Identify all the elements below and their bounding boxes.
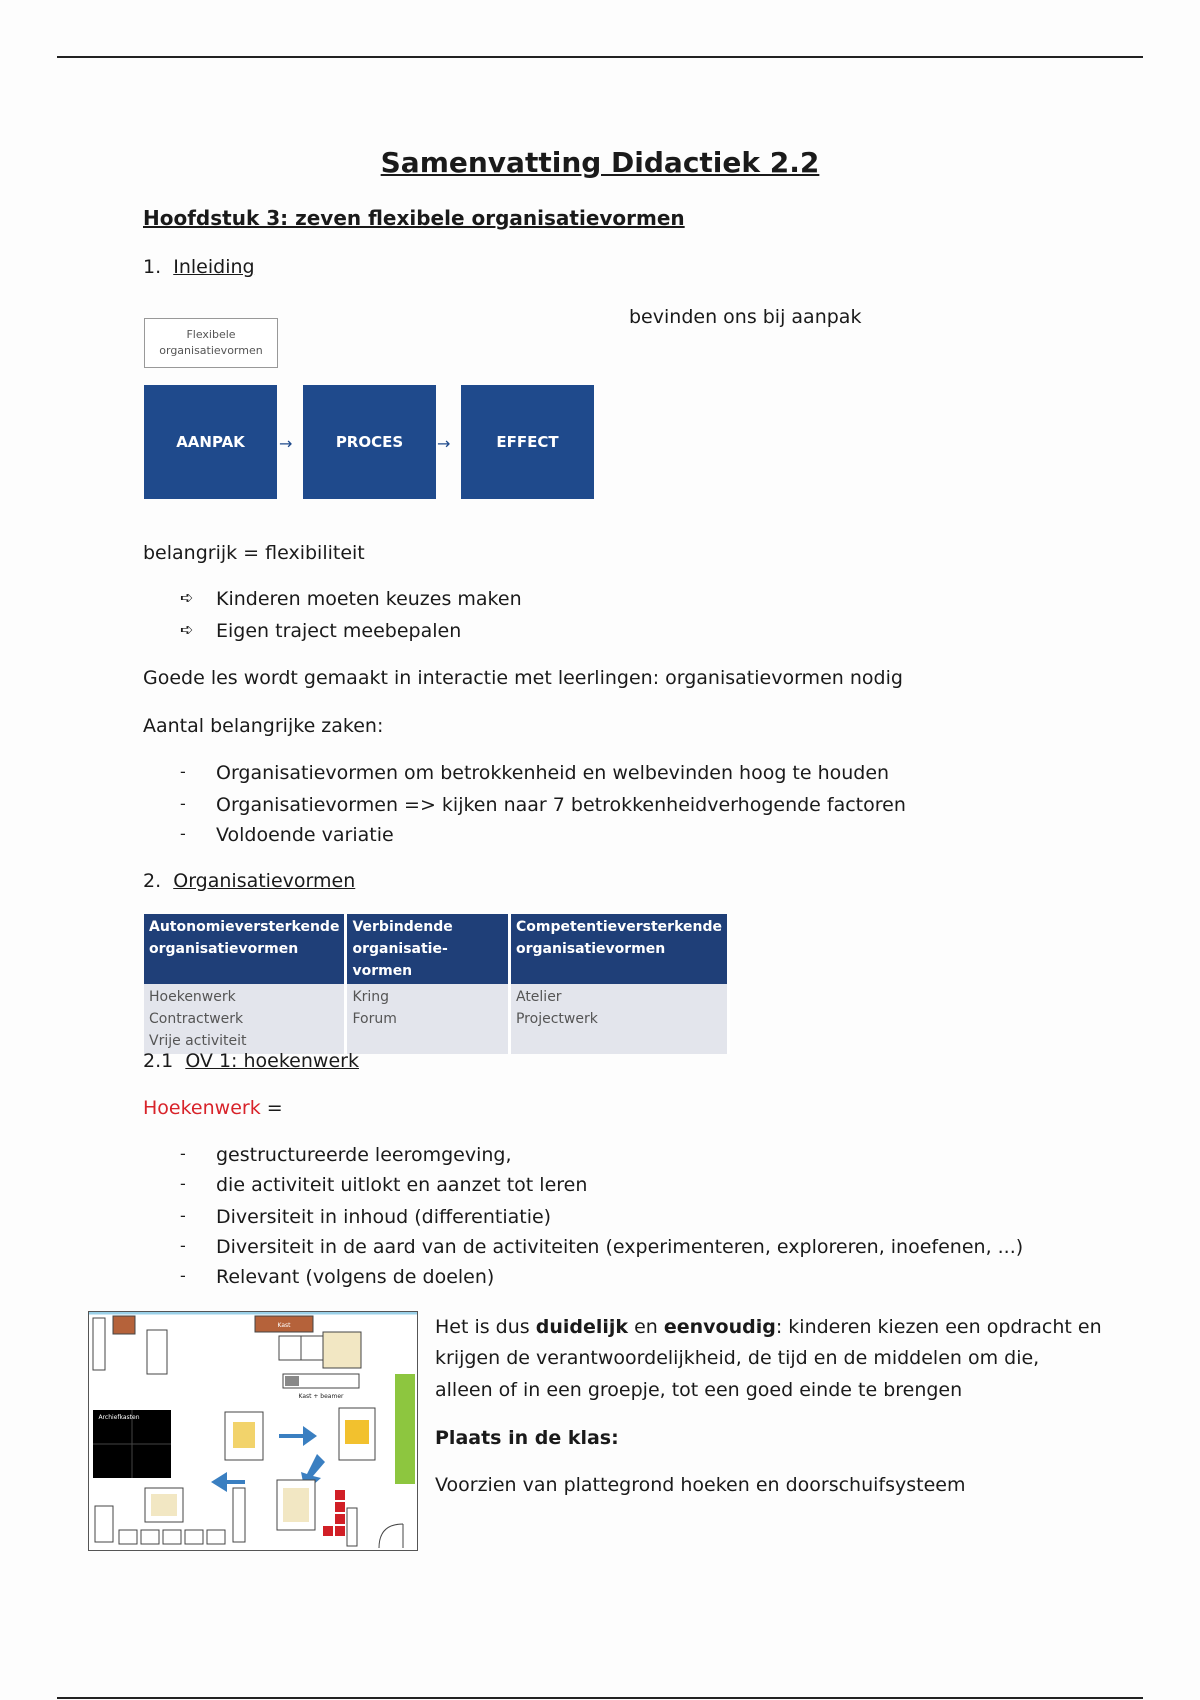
arrow-icon: → xyxy=(279,434,293,453)
dash-bullet: - xyxy=(180,1206,186,1225)
table-header-cell: Verbindende organisatie- vormen xyxy=(346,914,510,984)
list-item: Diversiteit in inhoud (differentiatie) xyxy=(216,1206,552,1228)
diagram-box-proces: PROCES xyxy=(303,385,436,499)
section-1-heading: 1. Inleiding xyxy=(143,256,255,278)
classroom-floorplan xyxy=(88,1311,418,1551)
voorzien-paragraph: Voorzien van plattegrond hoeken en doorschuifsysteem xyxy=(435,1474,966,1496)
dash-bullet: - xyxy=(180,1236,186,1255)
hoekenwerk-explanation-line3: alleen of in een groepje, tot een goed einde te brengen xyxy=(435,1379,963,1401)
hoekenwerk-explanation: Het is dus duidelijk en eenvoudig: kinderen kiezen een opdracht en xyxy=(435,1316,1102,1338)
page-title: Samenvatting Didactiek 2.2 xyxy=(380,146,820,179)
diagram-box-aanpak: AANPAK xyxy=(144,385,277,499)
list-item: die activiteit uitlokt en aanzet tot leren xyxy=(216,1174,588,1196)
paragraph-aantal: Aantal belangrijke zaken: xyxy=(143,715,384,737)
arrow-list-item: Kinderen moeten keuzes maken xyxy=(216,588,522,610)
svg-text:Kast + beamer: Kast + beamer xyxy=(298,1393,344,1400)
footer-rule xyxy=(57,1697,1143,1699)
list-item: Diversiteit in de aard van de activiteiten (experimenteren, exploreren, inoefenen, ...) xyxy=(216,1236,1024,1258)
arrow-bullet-icon: ➪ xyxy=(180,620,194,639)
table-cell: Hoekenwerk Contractwerk Vrije activiteit xyxy=(144,984,346,1054)
dash-bullet: - xyxy=(180,1174,186,1193)
floorplan-drawing xyxy=(89,1312,417,1550)
plaats-heading: Plaats in de klas: xyxy=(435,1427,619,1449)
diagram-box-effect: EFFECT xyxy=(461,385,594,499)
paragraph-goede-les: Goede les wordt gemaakt in interactie met leerlingen: organisatievormen nodig xyxy=(143,667,903,689)
svg-text:Kast: Kast xyxy=(277,1322,291,1329)
dash-bullet: - xyxy=(180,824,186,843)
arrow-icon: → xyxy=(437,434,451,453)
hoekenwerk-explanation-line2: krijgen de verantwoordelijkheid, de tijd en de middelen om die, xyxy=(435,1347,1040,1369)
section-2-1-heading: 2.1 OV 1: hoekenwerk xyxy=(143,1050,359,1072)
diagram-label-box: Flexibele organisatievormen xyxy=(144,318,278,368)
chapter-heading: Hoofdstuk 3: zeven flexibele organisatievormen xyxy=(143,206,685,230)
list-item: Voldoende variatie xyxy=(216,824,394,846)
table-row xyxy=(144,984,729,1054)
section-2-heading: 2. Organisatievormen xyxy=(143,870,356,892)
list-item: Relevant (volgens de doelen) xyxy=(216,1266,495,1288)
table-header-cell: Autonomieversterkende organisatievormen xyxy=(144,914,346,984)
table-header-row xyxy=(144,914,729,984)
dash-bullet: - xyxy=(180,762,186,781)
hoekenwerk-definition: Hoekenwerk = xyxy=(143,1097,283,1119)
dash-bullet: - xyxy=(180,1144,186,1163)
dash-bullet: - xyxy=(180,794,186,813)
belangrijk-line: belangrijk = flexibiliteit xyxy=(143,542,365,564)
arrow-list-item: Eigen traject meebepalen xyxy=(216,620,462,642)
list-item: gestructureerde leeromgeving, xyxy=(216,1144,512,1166)
list-item: Organisatievormen om betrokkenheid en welbevinden hoog te houden xyxy=(216,762,890,784)
table-cell: Kring Forum xyxy=(346,984,510,1054)
diagram-note: bevinden ons bij aanpak xyxy=(629,306,862,328)
table-header-cell: Competentieversterkende organisatievormen xyxy=(509,914,728,984)
svg-text:Archiefkasten: Archiefkasten xyxy=(98,1414,140,1421)
arrow-bullet-icon: ➪ xyxy=(180,588,194,607)
table-cell: Atelier Projectwerk xyxy=(509,984,728,1054)
list-item: Organisatievormen => kijken naar 7 betrokkenheidverhogende factoren xyxy=(216,794,906,816)
organisatievormen-table xyxy=(144,914,730,1054)
dash-bullet: - xyxy=(180,1266,186,1285)
header-rule xyxy=(57,56,1143,58)
